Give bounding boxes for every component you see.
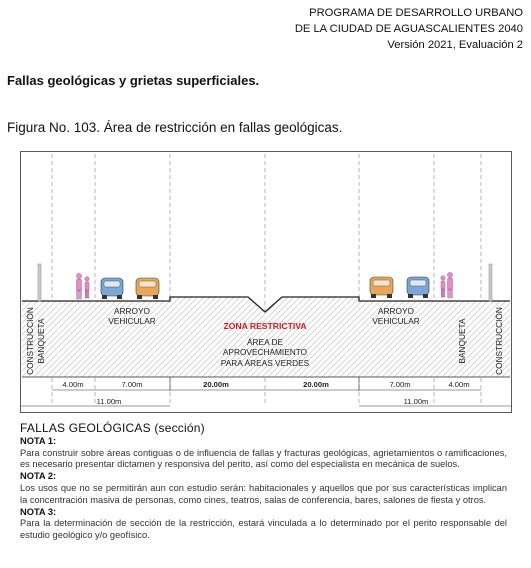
car-left-blue xyxy=(101,278,123,299)
note-3-heading: NOTA 3: xyxy=(20,506,57,517)
label-vehicular-right: VEHICULAR xyxy=(372,316,420,326)
dim-arroyo-right: 7.00m xyxy=(389,380,411,389)
car-left-orange xyxy=(136,278,159,299)
section-title: Fallas geológicas y grietas superficiales. xyxy=(7,73,260,88)
label-construccion-left: CONSTRUCCIÓN xyxy=(25,307,35,375)
label-arroyo-left: ARROYO xyxy=(114,306,150,316)
label-banqueta-left: BANQUETA xyxy=(36,318,46,364)
label-vehicular-left: VEHICULAR xyxy=(108,316,156,326)
notes-title: FALLAS GEOLÓGICAS (sección) xyxy=(20,421,205,435)
car-right-blue xyxy=(407,277,429,298)
label-area-1: ÁREA DE xyxy=(247,337,283,347)
dim-zona-left: 20.00m xyxy=(203,380,229,389)
note-2-text: Los usos que no se permitirán aun con estudio serán: habitacionales y aquellos que por sus características implican la concentración masiva de personas, como cines, teatros, salas de conferencia, bares, salones de fiesta y otros. xyxy=(20,482,507,505)
label-construccion-right: CONSTRUCCIÓN xyxy=(494,307,504,375)
notes-block xyxy=(20,423,507,542)
dim-arroyo-left: 7.00m xyxy=(121,380,143,389)
label-zona-restrictiva: ZONA RESTRICTIVA xyxy=(223,321,307,331)
car-right-orange xyxy=(370,277,393,298)
header-line-3: Versión 2021, Evaluación 2 xyxy=(387,39,523,51)
dim-zona-right: 20.00m xyxy=(303,380,329,389)
dim-banqueta-right: 4.00m xyxy=(448,380,470,389)
label-banqueta-right: BANQUETA xyxy=(457,318,467,364)
note-3-text: Para la determinación de sección de la restricción, estará vinculada a lo determinado por el perito responsable del estudio geológico y/o geofísico. xyxy=(20,518,507,541)
dim-total-right: 11.00m xyxy=(403,397,429,406)
note-1-heading: NOTA 1: xyxy=(20,435,57,446)
label-area-3: PARA ÁREAS VERDES xyxy=(220,358,310,368)
label-area-2: APROVECHAMIENTO xyxy=(222,347,308,357)
fault-section-diagram xyxy=(20,151,512,413)
header-line-1: PROGRAMA DE DESARROLLO URBANO xyxy=(309,7,523,19)
dim-total-left: 11.00m xyxy=(96,397,122,406)
figure-caption: Figura No. 103. Área de restricción en fallas geológicas. xyxy=(7,120,343,135)
header-line-2: DE LA CIUDAD DE AGUASCALIENTES 2040 xyxy=(294,23,523,35)
building-edge-right xyxy=(489,264,492,301)
note-1-text: Para construir sobre áreas contiguas o de influencia de fallas y fracturas geológicas, agrietamientos o ramificaciones, es necesario presentar dictamen y responsiva del perito, así como del especialista en mecánica de suelos. xyxy=(20,447,507,470)
dim-banqueta-left: 4.00m xyxy=(62,380,84,389)
note-2-heading: NOTA 2: xyxy=(20,471,57,482)
label-arroyo-right: ARROYO xyxy=(378,306,414,316)
building-edge-left xyxy=(38,264,41,301)
